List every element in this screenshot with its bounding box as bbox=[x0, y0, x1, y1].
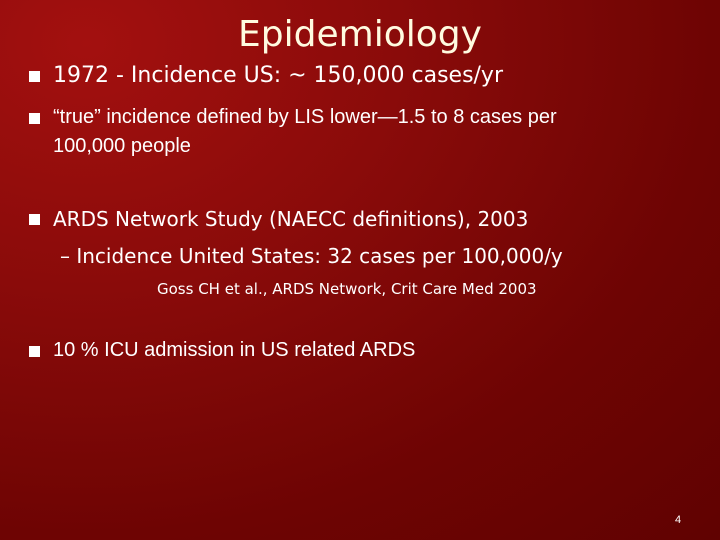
bullet-true-incidence-line2: 100,000 people bbox=[53, 135, 191, 157]
bullet-incidence-1972: 1972 - Incidence US: ~ 150,000 cases/yr bbox=[53, 63, 504, 88]
bullet-icu-admission: 10 % ICU admission in US related ARDS bbox=[53, 339, 416, 361]
page-number: 4 bbox=[674, 514, 682, 526]
bullet-marker bbox=[29, 113, 40, 124]
slide-title: Epidemiology bbox=[238, 14, 482, 55]
bullet-marker bbox=[29, 214, 40, 225]
bullet-ards-network-study: ARDS Network Study (NAECC definitions), 2003 bbox=[53, 207, 529, 231]
bullet-marker bbox=[29, 346, 40, 357]
citation: Goss CH et al., ARDS Network, Crit Care Med 2003 bbox=[157, 280, 537, 298]
bullet-marker bbox=[29, 71, 40, 82]
bullet-true-incidence-line1: “true” incidence defined by LIS lower—1.5 to 8 cases per bbox=[53, 106, 557, 128]
sub-bullet-incidence-us: – Incidence United States: 32 cases per 100,000/y bbox=[60, 244, 563, 268]
